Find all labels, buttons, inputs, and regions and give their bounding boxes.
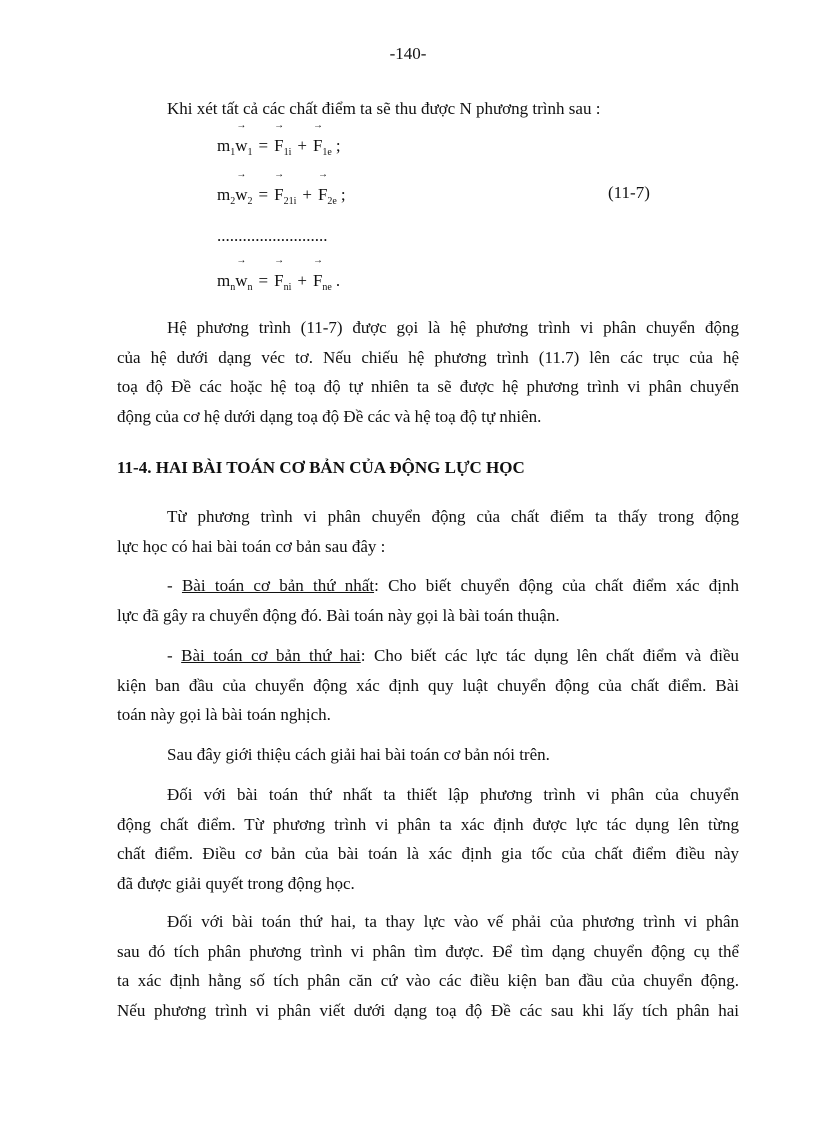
paragraph-second-problem-solution: Đối với bài toán thứ hai, ta thay lực vào vế phải của phương trình vi phân sau đó tích phân phương trình vi phân tìm được. Để tìm dạng chuyển động cụ thể ta xác định hằng số tích phân căn cứ vào các điều kiện ban đầu của chuyển động. Nếu phương trình vi phân viết dưới dạng toạ độ Đề các sau khi lấy tích phân hai: [117, 912, 739, 1020]
item-second-problem: - Bài toán cơ bản thứ hai: Cho biết các lực tác dụng lên chất điểm và điều kiện ban đầu của chuyển động xác định quy luật chuyển động của chất điểm. Bài toán này gọi là bài toán nghịch.: [117, 646, 739, 724]
paragraph-system-description: Hệ phương trình (11-7) được gọi là hệ phương trình vi phân chuyển động của hệ dưới dạng véc tơ. Nếu chiếu hệ phương trình (11.7) lên các trục của hệ toạ độ Đề các hoặc hệ toạ độ tự nhiên ta sẽ được hệ phương trình vi phân chuyển động của cơ hệ dưới dạng toạ độ Đề các và hệ toạ độ tự nhiên.: [117, 318, 739, 426]
first-problem-title: Bài toán cơ bản thứ nhất: [181, 576, 375, 595]
paragraph-two-problems: Từ phương trình vi phân chuyển động của chất điểm ta thấy trong động lực học có hai bài toán cơ bản sau đây :: [117, 507, 739, 556]
equation-2: $m_2\to w_2 =\to F_{21i} +\to F_{2e}$ ;: [217, 182, 346, 208]
ellipsis-line: ..........................: [217, 226, 328, 245]
paragraph-intro-solutions: Sau đây giới thiệu cách giải hai bài toán cơ bản nói trên.: [167, 745, 550, 764]
equation-number: (11-7): [608, 183, 650, 202]
intro-text: Khi xét tất cả các chất điểm ta sẽ thu được N phương trình sau :: [167, 99, 601, 118]
second-problem-title: Bài toán cơ bản thứ hai: [181, 646, 361, 665]
item-first-problem: - Bài toán cơ bản thứ nhất: Cho biết chuyển động của chất điểm xác định lực đã gây ra chuyển động đó. Bài toán này gọi là bài toán thuận.: [117, 576, 739, 625]
equation-n: $m_n\to w_n =\to F_{ni} +\to F_{ne}$ .: [217, 268, 340, 294]
paragraph-first-problem-solution: Đối với bài toán thứ nhất ta thiết lập phương trình vi phân của chuyển động chất điểm. Từ phương trình vi phân ta xác định được lực tác dụng lên từng chất điểm. Điều cơ bản của bài toán là xác định gia tốc của chất điểm điều này đã được giải quyết trong động học.: [117, 785, 739, 893]
section-heading: 11-4. HAI BÀI TOÁN CƠ BẢN CỦA ĐỘNG LỰC HỌC: [117, 458, 525, 477]
equation-1: $m_1\to w_1 =\to F_{1i} +\to F_{1e}$ ;: [217, 133, 341, 159]
page-number: -140-: [389, 44, 427, 63]
